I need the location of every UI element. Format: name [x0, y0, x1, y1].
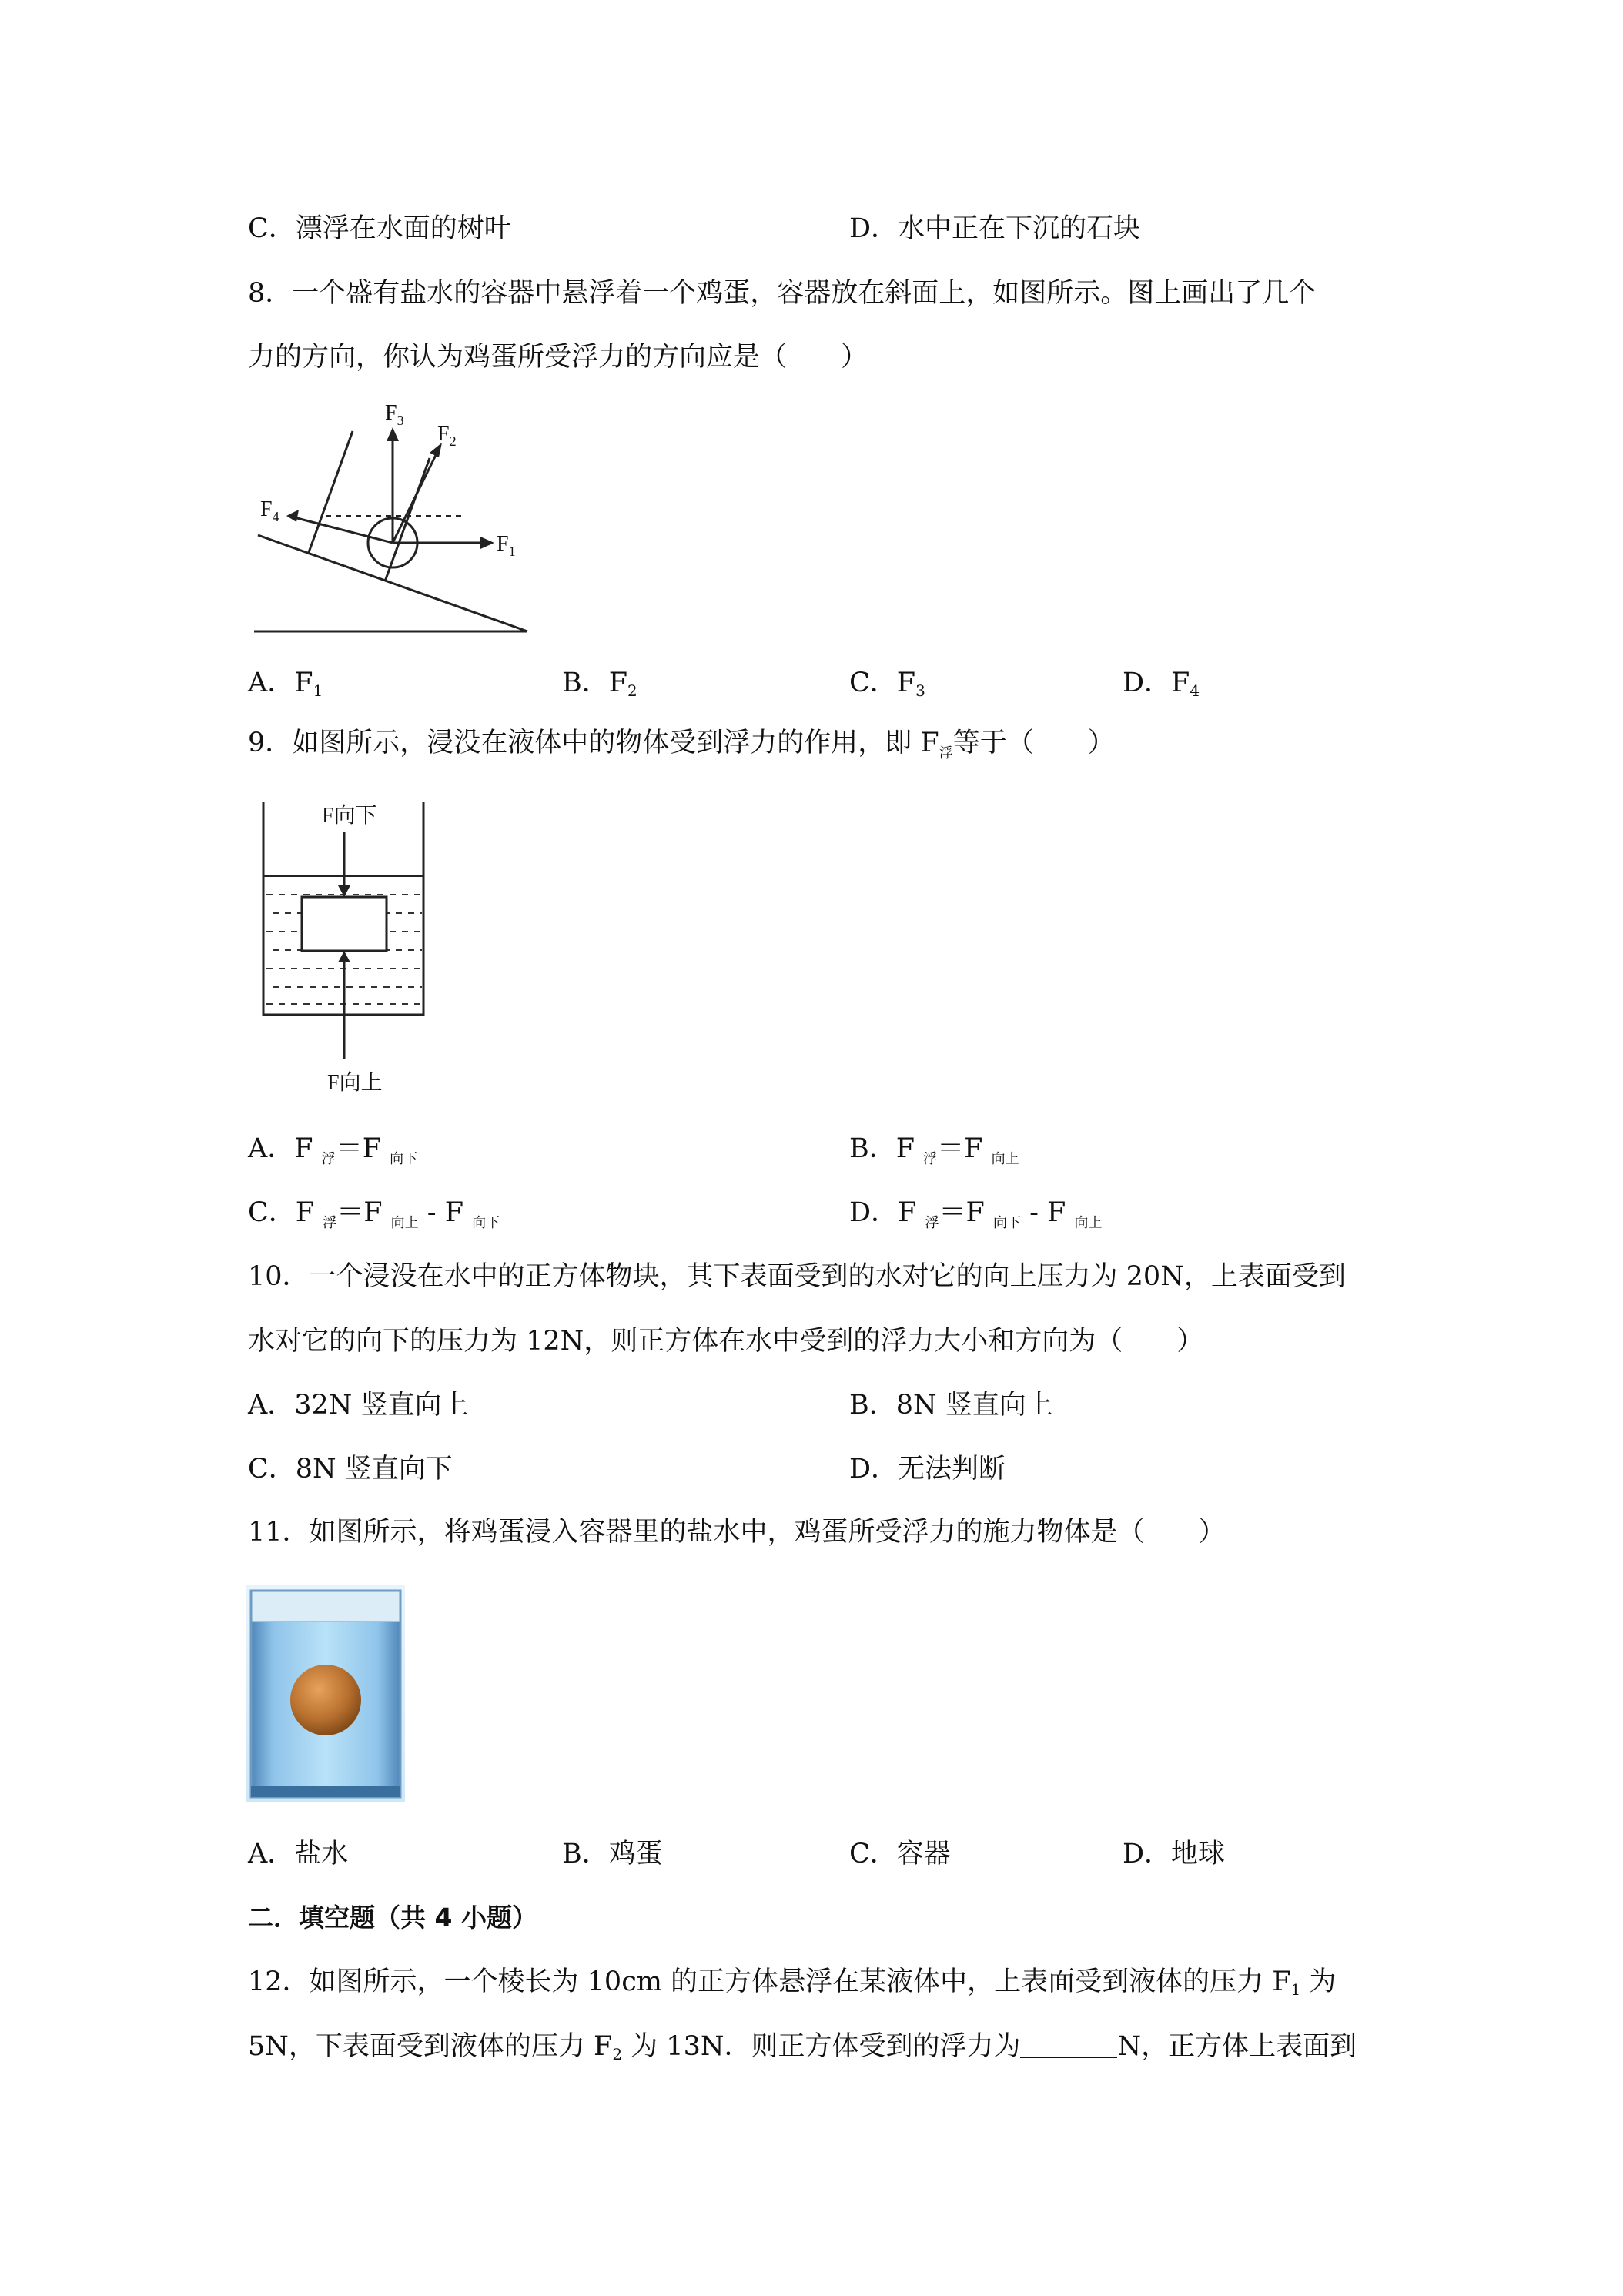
q9-label-top: F向下	[322, 804, 377, 828]
q8-container-left-wall	[308, 431, 353, 554]
q11-option-c: C．容器	[849, 1839, 951, 1869]
q11-glass-base	[251, 1786, 400, 1797]
section-fill-in-title: 二．填空题（共 4 小题）	[248, 1903, 537, 1933]
q8-arrowhead-f1	[480, 537, 494, 549]
q11-stem: 11．如图所示，将鸡蛋浸入容器里的盐水中，鸡蛋所受浮力的施力物体是（ ）	[248, 1517, 1226, 1548]
q11-option-b: B．鸡蛋	[562, 1839, 663, 1869]
q8-arrow-f2	[393, 450, 438, 543]
q9-pressure-figure	[254, 793, 439, 1101]
q10-option-a: A．32N 竖直向上	[248, 1390, 469, 1421]
q8-incline-figure	[246, 393, 539, 639]
q8-stem-line2: 力的方向，你认为鸡蛋所受浮力的方向应是（ ）	[248, 342, 868, 373]
q9-option-c: C．F $_浮$＝F $_{向上}$ - F $_{向下}$	[248, 1197, 500, 1231]
q9-block	[302, 897, 387, 951]
q11-egg	[290, 1665, 361, 1735]
q11-option-d: D．地球	[1123, 1839, 1226, 1869]
q9-stem: 9．如图所示，浸没在液体中的物体受到浮力的作用，即 $F_浮$等于（ ）	[248, 728, 1115, 761]
q8-option-c: C．$F_3$	[849, 668, 925, 700]
q11-beaker-photo	[246, 1585, 405, 1802]
q9-option-a: A．F $_浮$＝F $_{向下}$	[248, 1133, 418, 1167]
q8-option-d: D．$F_4$	[1123, 668, 1200, 700]
q10-option-d: D．无法判断	[849, 1454, 1006, 1484]
q11-glass-top	[251, 1591, 400, 1622]
q7-option-d: D．水中正在下沉的石块	[849, 213, 1141, 244]
q9-arrowhead-down	[338, 885, 350, 897]
q12-stem-line1: 12．如图所示，一个棱长为 10cm 的正方体悬浮在某液体中，上表面受到液体的压力 $F_1$ 为	[248, 1966, 1337, 1999]
q8-label-f1: $F_1$	[497, 532, 516, 559]
q8-label-f4: $F_4$	[260, 497, 279, 524]
q8-label-f2: $F_2$	[437, 422, 457, 449]
q7-option-c: C．漂浮在水面的树叶	[248, 213, 511, 244]
q10-stem-line2: 水对它的向下的压力为 12N，则正方体在水中受到的浮力大小和方向为（ ）	[248, 1326, 1204, 1357]
q8-option-b: B．$F_2$	[562, 668, 637, 700]
q12-stem-line2: 5N，下表面受到液体的压力 $F_2$ 为 13N．则正方体受到的浮力为 N，正方体上表面到	[248, 2031, 1357, 2063]
q8-label-f3: $F_3$	[385, 401, 404, 428]
q9-arrowhead-up	[338, 951, 350, 962]
q8-arrowhead-f3	[387, 427, 399, 441]
q12-answer-blank[interactable]	[1020, 2033, 1117, 2058]
q11-option-a: A．盐水	[248, 1839, 349, 1869]
q8-arrowhead-f4	[286, 510, 299, 522]
q8-stem-line1: 8．一个盛有盐水的容器中悬浮着一个鸡蛋，容器放在斜面上，如图所示。图上画出了几个	[248, 278, 1317, 309]
q10-option-b: B．8N 竖直向上	[849, 1390, 1053, 1421]
q9-option-b: B．F $_浮$＝F $_{向上}$	[849, 1133, 1019, 1167]
q10-option-c: C．8N 竖直向下	[248, 1454, 453, 1484]
q9-label-bottom: F向上	[327, 1071, 383, 1095]
q9-option-d: D．F $_浮$＝F $_{向下}$ - F $_{向上}$	[849, 1197, 1103, 1231]
q10-stem-line1: 10．一个浸没在水中的正方体物块，其下表面受到的水对它的向上压力为 20N，上表面受到	[248, 1261, 1346, 1292]
q8-arrow-f4	[294, 517, 393, 543]
q8-option-a: A．$F_1$	[248, 668, 323, 700]
q8-incline-line	[258, 535, 527, 631]
